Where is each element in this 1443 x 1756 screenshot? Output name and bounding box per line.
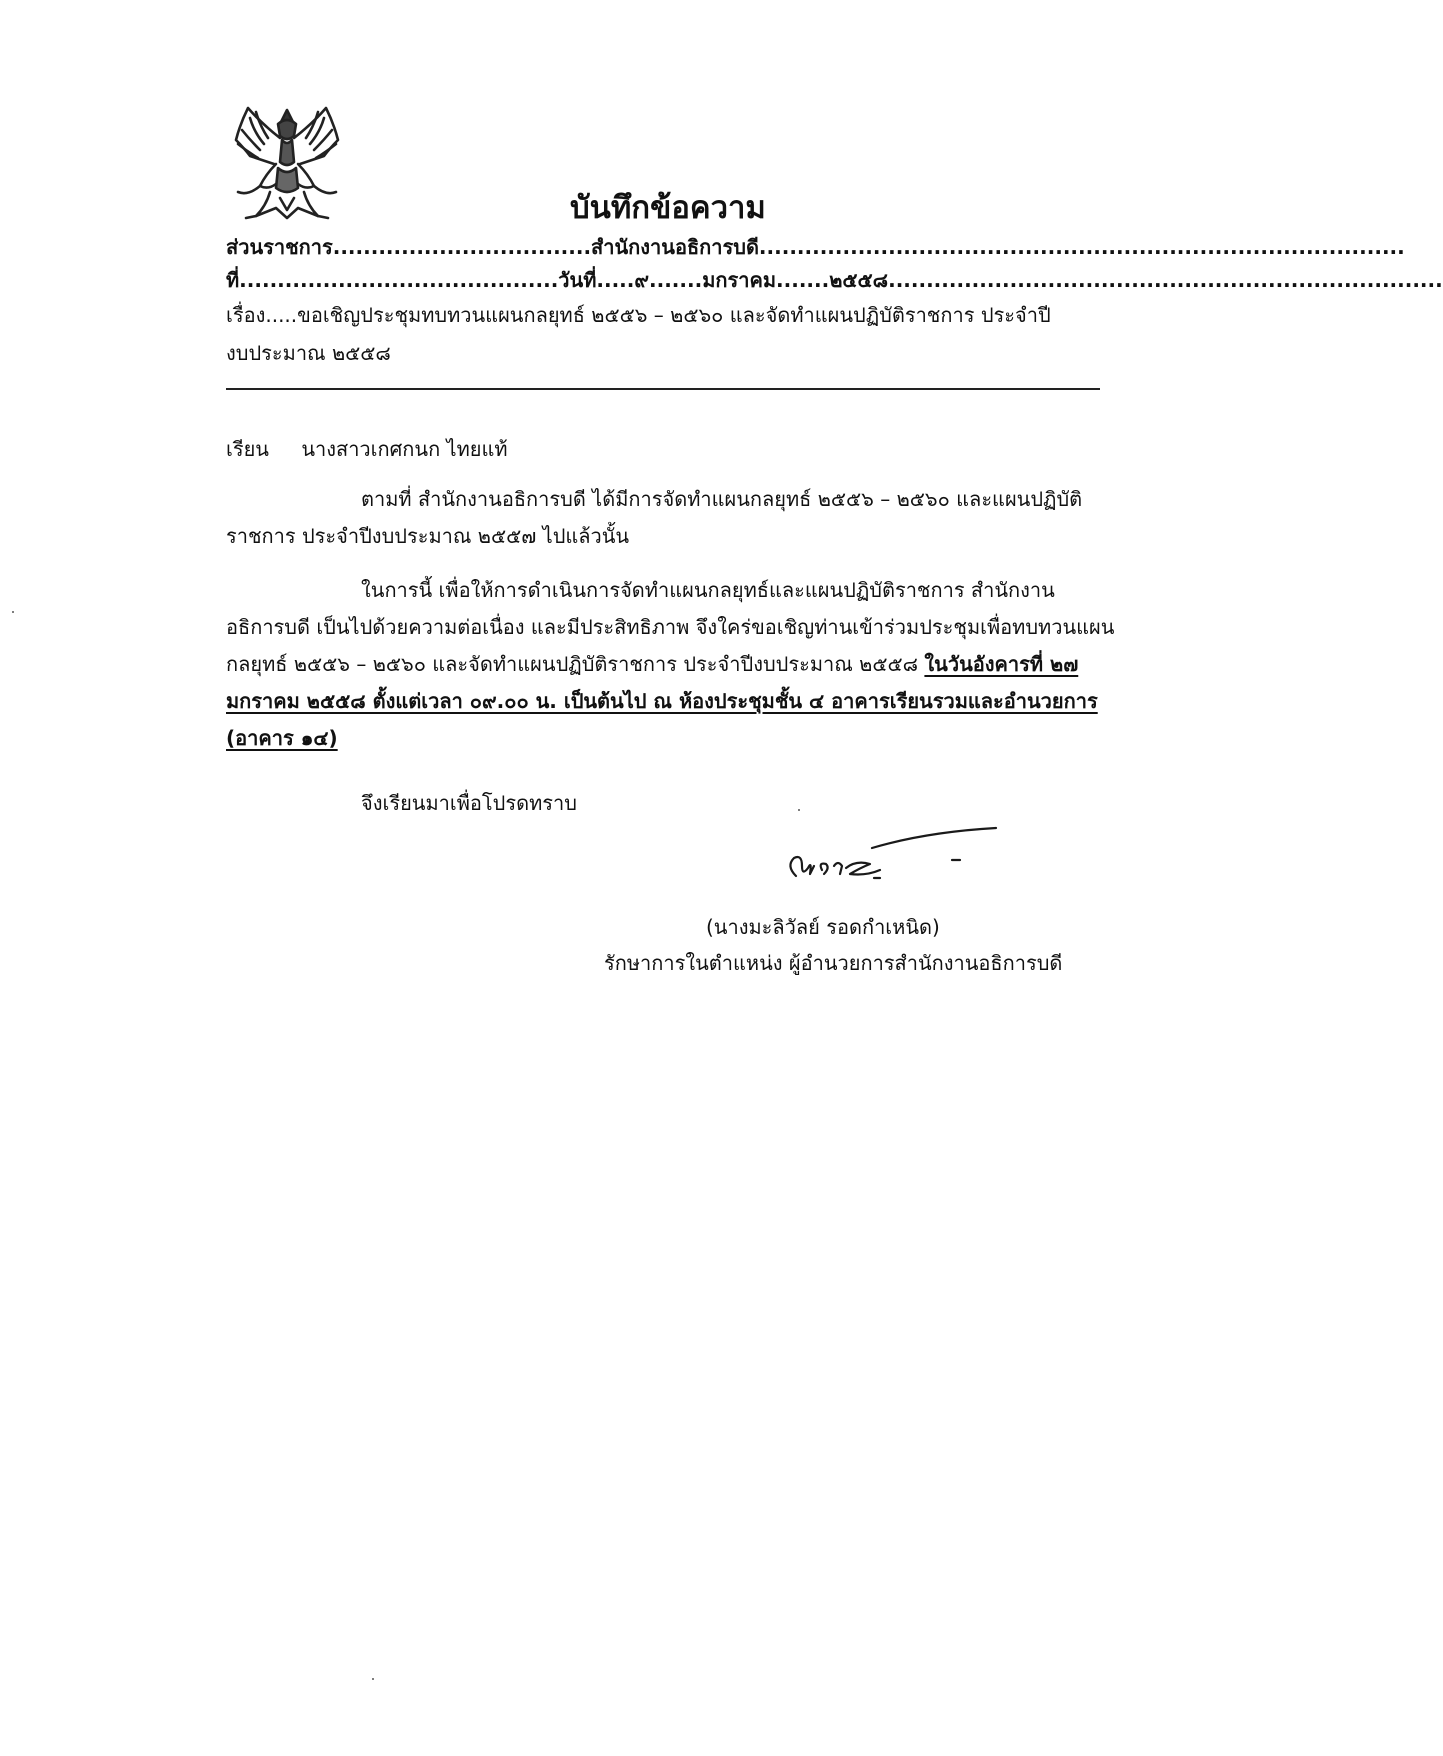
garuda-emblem-icon — [226, 104, 348, 222]
para1-line-2: ราชการ ประจำปีงบประมาณ ๒๕๕๗ ไปแล้วนั้น — [226, 524, 630, 548]
salutation-line — [226, 434, 508, 464]
para2-line-3-plain: กลยุทธ์ ๒๕๕๖ – ๒๕๖๐ และจัดทำแผนปฏิบัติราชการ ประจำปีงบประมาณ ๒๕๕๘ — [226, 652, 925, 676]
signer-name: (นางมะลิวัลย์ รอดกำเหนิด) — [706, 915, 940, 939]
para1-line-1: ตามที่ สำนักงานอธิการบดี ได้มีการจัดทำแผนกลยุทธ์ ๒๕๕๖ – ๒๕๖๐ และแผนปฏิบัติ — [361, 487, 1083, 511]
para2-line-3 — [226, 649, 1114, 679]
agency-line-text: ส่วนราชการ..................................สำนักงานอธิการบดี..................................................................................... — [226, 235, 1405, 259]
ref-date-line — [226, 265, 1443, 295]
para2-line-1: ในการนี้ เพื่อให้การดำเนินการจัดทำแผนกลยุทธ์และแผนปฏิบัติราชการ สำนักงาน — [361, 578, 1055, 602]
scan-speck — [372, 1678, 374, 1680]
para2-line-2: อธิการบดี เป็นไปด้วยความต่อเนื่อง และมีประสิทธิภาพ จึงใคร่ขอเชิญท่านเข้าร่วมประชุมเพื่อทบทวนแผน — [226, 615, 1115, 639]
agency-line — [226, 232, 1405, 262]
meeting-building: (อาคาร ๑๔) — [226, 726, 338, 750]
paragraph-background — [226, 484, 1082, 551]
meeting-time-place: มกราคม ๒๕๕๘ ตั้งแต่เวลา ๐๙.๐๐ น. เป็นต้นไป ณ ห้องประชุมชั้น ๔ อาคารเรียนรวมและอำนวยการ — [226, 689, 1098, 713]
subject-line-continued — [226, 338, 391, 368]
salutation: เรียน — [226, 437, 269, 461]
signer-position: รักษาการในตำแหน่ง ผู้อำนวยการสำนักงานอธิการบดี — [604, 951, 1063, 975]
scan-speck — [12, 611, 14, 613]
subject-line-1: เรื่อง.....ขอเชิญประชุมทบทวนแผนกลยุทธ์ ๒๕๕๖ – ๒๕๖๐ และจัดทำแผนปฏิบัติราชการ ประจำปี — [226, 303, 1051, 327]
header-divider — [226, 388, 1100, 390]
handwritten-signature — [776, 818, 1006, 890]
recipient-name: นางสาวเกศกนก ไทยแท้ — [301, 437, 508, 461]
closing-line — [361, 788, 577, 818]
subject-line — [226, 300, 1051, 330]
scan-speck — [798, 809, 800, 811]
closing-text: จึงเรียนมาเพื่อโปรดทราบ — [361, 791, 577, 815]
subject-line-2: งบประมาณ ๒๕๕๘ — [226, 341, 391, 365]
memo-title: บันทึกข้อความ — [570, 190, 766, 226]
meeting-date-emphasis: ในวันอังคารที่ ๒๗ — [924, 652, 1079, 676]
paragraph-invitation — [226, 575, 1114, 753]
ref-date-line-text: ที่..........................................วันที่.....๙.......มกราคม.......๒๕๕๘......................................................................... — [226, 268, 1443, 292]
